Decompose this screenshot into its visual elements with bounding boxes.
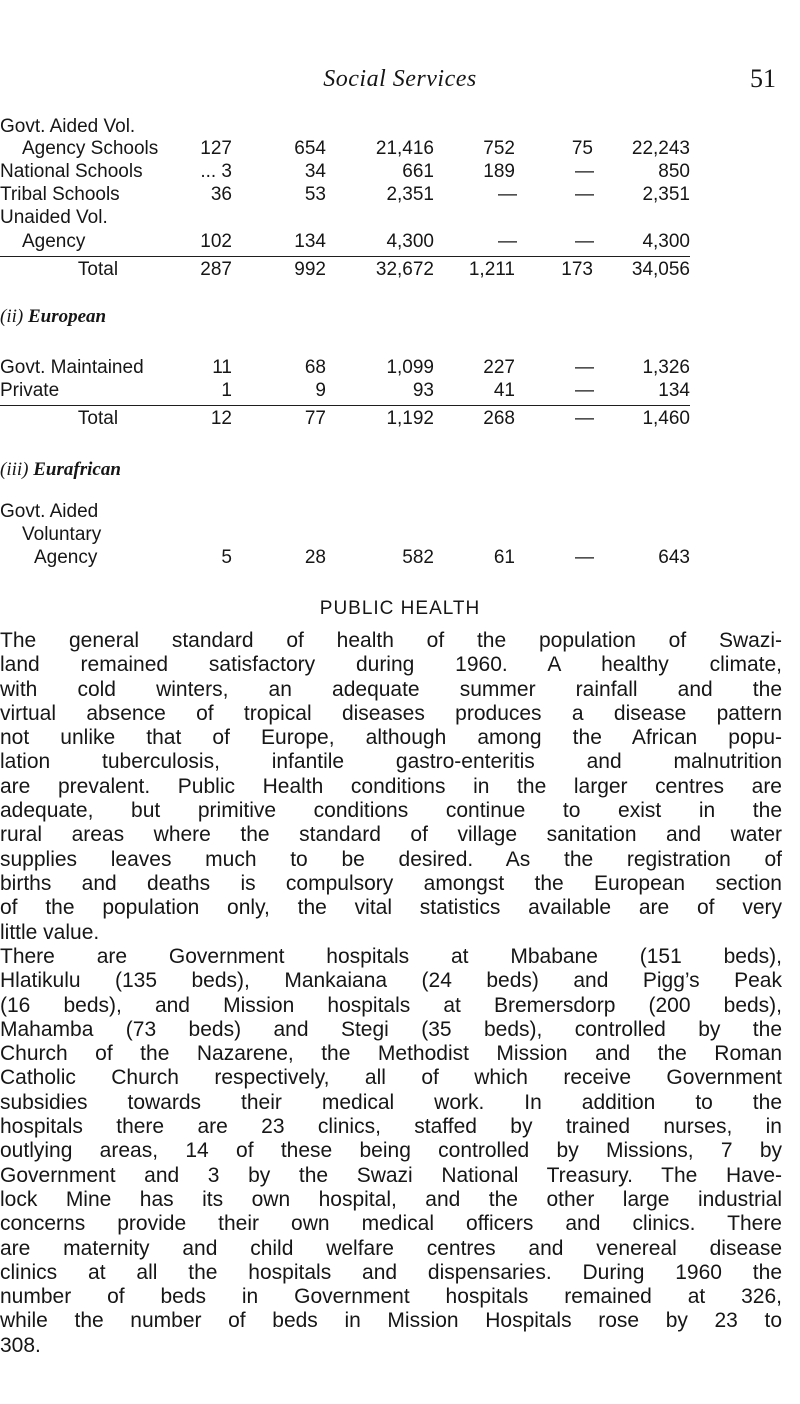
- table-cell: 189: [483, 161, 515, 182]
- table-cell: 1,211: [468, 259, 515, 280]
- paragraph-line: are maternity and child welfare centres and venereal disease: [0, 1236, 782, 1260]
- table-cell: 227: [483, 357, 515, 378]
- table-cell: —: [575, 547, 594, 568]
- table-cell: 661: [402, 161, 434, 182]
- paragraph-line: subsidies towards their medical work. In addition to the: [0, 1090, 782, 1114]
- table-rule: [0, 405, 690, 406]
- table-row: [0, 380, 800, 402]
- table-cell: 41: [493, 380, 515, 401]
- table-cell: —: [575, 380, 594, 401]
- table-row: [0, 501, 800, 523]
- table-cell: 1,460: [642, 408, 690, 429]
- table-cell: 4,300: [642, 231, 690, 252]
- paragraph-line: 308.: [0, 1333, 41, 1357]
- row-label: Tribal Schools: [0, 184, 120, 205]
- table-row: [0, 184, 800, 206]
- paragraph-line: Catholic Church respectively, all of which receive Government: [0, 1066, 782, 1090]
- table-cell: —: [575, 408, 594, 429]
- paragraph-line: lation tuberculosis, infantile gastro-enteritis and malnutrition: [0, 750, 782, 774]
- table-row: [0, 116, 800, 138]
- running-head: Social Services: [323, 66, 477, 92]
- table-cell: 1: [221, 380, 232, 401]
- paragraph-line: Mahamba (73 beds) and Stegi (35 beds), controlled by the: [0, 1017, 782, 1041]
- table-row: [0, 161, 800, 183]
- row-label: Agency: [34, 547, 98, 568]
- section-number: (ii): [0, 306, 24, 327]
- row-label: National Schools: [0, 161, 143, 182]
- table-cell: 93: [412, 380, 434, 401]
- table-cell: 36: [210, 184, 232, 205]
- section-number: (iii): [0, 459, 29, 480]
- table-cell: 134: [294, 231, 326, 252]
- table-cell: 68: [304, 357, 326, 378]
- table-cell: 752: [483, 138, 515, 159]
- paragraph-line: land remained satisfactory during 1960. A healthy climate,: [0, 653, 782, 677]
- table-row: [0, 138, 800, 160]
- table-cell: 102: [200, 231, 232, 252]
- paragraph-line: concerns provide their own medical officers and clinics. There: [0, 1212, 782, 1236]
- section-title-european: [0, 306, 106, 328]
- table-cell: 134: [658, 380, 690, 401]
- paragraph-line: number of beds in Government hospitals remained at 326,: [0, 1285, 782, 1309]
- paragraph-line: little value.: [0, 920, 100, 944]
- table-row: [0, 231, 800, 253]
- row-label: Govt. Aided: [0, 501, 99, 522]
- table-cell: 992: [294, 259, 326, 280]
- table-cell: 1,099: [386, 357, 434, 378]
- table-cell: 34,056: [631, 259, 690, 280]
- section-title-text: Eurafrican: [33, 459, 121, 480]
- table-cell: 850: [658, 161, 690, 182]
- total-label: Total: [77, 259, 119, 280]
- paragraph: [0, 945, 782, 1358]
- section-heading-public-health: PUBLIC HEALTH: [319, 598, 481, 619]
- table-cell: 21,416: [375, 138, 434, 159]
- table-cell: 654: [294, 138, 326, 159]
- table-cell: 12: [210, 408, 232, 429]
- paragraph-line: Hlatikulu (135 beds), Mankaiana (24 beds) and Pigg’s Peak: [0, 969, 782, 993]
- paragraph-line: clinics at all the hospitals and dispensaries. During 1960 the: [0, 1260, 782, 1284]
- table-cell: —: [575, 184, 594, 205]
- table-cell: 2,351: [642, 184, 690, 205]
- table-cell: 582: [402, 547, 434, 568]
- paragraph-line: births and deaths is compulsory amongst the European section: [0, 871, 782, 895]
- table-cell: —: [498, 231, 517, 252]
- table-cell: —: [575, 161, 594, 182]
- row-label: Govt. Maintained: [0, 357, 144, 378]
- paragraph-line: not unlike that of Europe, although among the African popu-: [0, 726, 782, 750]
- table-row: [0, 357, 800, 379]
- paragraph-line: (16 beds), and Mission hospitals at Bremersdorp (200 beds),: [0, 993, 782, 1017]
- paragraph-line: outlying areas, 14 of these being controlled by Missions, 7 by: [0, 1139, 782, 1163]
- row-label: Voluntary: [22, 524, 102, 545]
- row-label: Unaided Vol.: [0, 207, 108, 228]
- table-row: [0, 207, 800, 229]
- page-number: 51: [750, 64, 776, 93]
- table-cell: 1,326: [642, 357, 690, 378]
- paragraph-line: of the population only, the vital statistics available are of very: [0, 896, 782, 920]
- table-cell: 9: [315, 380, 326, 401]
- table-cell: 61: [493, 547, 515, 568]
- table-cell: 75: [571, 138, 593, 159]
- paragraph-line: Government and 3 by the Swazi National Treasury. The Have-: [0, 1163, 782, 1187]
- paragraph-line: There are Government hospitals at Mbabane (151 beds),: [0, 945, 782, 968]
- total-row: [0, 408, 800, 430]
- table-cell: 28: [304, 547, 326, 568]
- table-cell: 34: [304, 161, 326, 182]
- table-cell: 127: [200, 138, 232, 159]
- table-cell: —: [575, 231, 594, 252]
- row-label: Govt. Aided Vol.: [0, 116, 136, 137]
- paragraph-line: with cold winters, an adequate summer rainfall and the: [0, 677, 782, 701]
- paragraph-line: Church of the Nazarene, the Methodist Mission and the Roman: [0, 1042, 782, 1066]
- table-cell: 77: [304, 408, 326, 429]
- paragraph-line: supplies leaves much to be desired. As the registration of: [0, 847, 782, 871]
- paragraph-line: The general standard of health of the population of Swazi-: [0, 629, 782, 652]
- row-label: Agency: [22, 231, 86, 252]
- paragraph-line: hospitals there are 23 clinics, staffed by trained nurses, in: [0, 1115, 782, 1139]
- table-cell: ... 3: [200, 161, 232, 182]
- table-cell: 32,672: [375, 259, 434, 280]
- table-cell: 4,300: [386, 231, 434, 252]
- paragraph: [0, 629, 782, 945]
- table-cell: 1,192: [386, 408, 434, 429]
- total-row: [0, 259, 800, 281]
- table-cell: 2,351: [386, 184, 434, 205]
- table-cell: 643: [658, 547, 690, 568]
- section-title-text: European: [27, 306, 107, 327]
- paragraph-line: virtual absence of tropical diseases produces a disease pattern: [0, 701, 782, 725]
- table-cell: 287: [200, 259, 232, 280]
- table-cell: 53: [304, 184, 326, 205]
- paragraph-line: adequate, but primitive conditions continue to exist in the: [0, 799, 782, 823]
- table-cell: 11: [212, 357, 232, 378]
- paragraph-line: rural areas where the standard of village sanitation and water: [0, 823, 782, 847]
- section-title-eurafrican: [0, 459, 121, 481]
- table-cell: 22,243: [631, 138, 690, 159]
- paragraph-line: are prevalent. Public Health conditions in the larger centres are: [0, 774, 782, 798]
- table-cell: —: [575, 357, 594, 378]
- row-label: Private: [0, 380, 60, 401]
- table-row: [0, 524, 800, 546]
- paragraph-line: lock Mine has its own hospital, and the other large industrial: [0, 1187, 782, 1211]
- table-row: [0, 547, 800, 569]
- row-label: Agency Schools: [22, 138, 159, 159]
- total-label: Total: [77, 408, 119, 429]
- table-rule: [0, 256, 690, 257]
- table-cell: 268: [483, 408, 515, 429]
- table-cell: —: [498, 184, 517, 205]
- paragraph-line: while the number of beds in Mission Hospitals rose by 23 to: [0, 1309, 782, 1333]
- table-cell: 173: [561, 259, 593, 280]
- table-cell: 5: [221, 547, 232, 568]
